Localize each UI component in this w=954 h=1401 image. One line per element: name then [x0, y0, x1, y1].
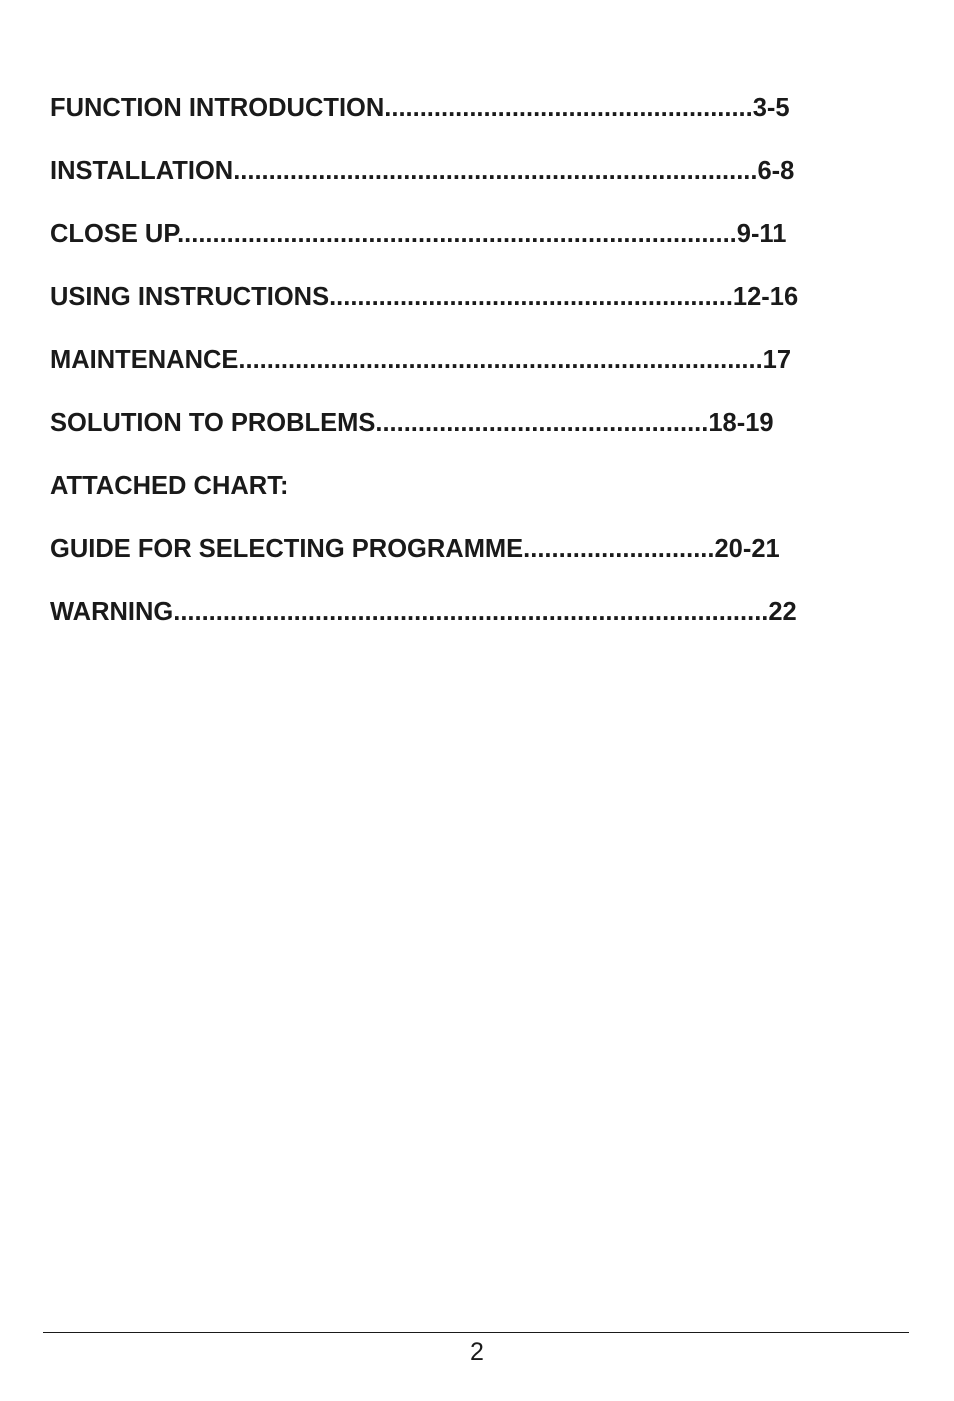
toc-entry-using-instructions[interactable]: USING INSTRUCTIONS.........................................................12-16 [50, 283, 799, 311]
toc-entry-warning[interactable]: WARNING....................................................................................22 [50, 598, 797, 626]
toc-entry-close-up[interactable]: CLOSE UP...............................................................................9-11 [50, 220, 787, 248]
toc-entry-guide-for-selecting-programme[interactable]: GUIDE FOR SELECTING PROGRAMME...........................20-21 [50, 535, 780, 563]
toc-entry-solution-to-problems[interactable]: SOLUTION TO PROBLEMS...............................................18-19 [50, 409, 774, 437]
footer-divider [43, 1332, 909, 1333]
page-number: 2 [470, 1338, 484, 1366]
toc-entry-installation[interactable]: INSTALLATION..........................................................................6-8 [50, 157, 795, 185]
toc-entry-function-introduction[interactable]: FUNCTION INTRODUCTION....................................................3-5 [50, 94, 790, 122]
table-of-contents [50, 88, 890, 655]
toc-heading-attached-chart: ATTACHED CHART: [50, 472, 289, 500]
toc-entry-maintenance[interactable]: MAINTENANCE..........................................................................17 [50, 346, 792, 374]
